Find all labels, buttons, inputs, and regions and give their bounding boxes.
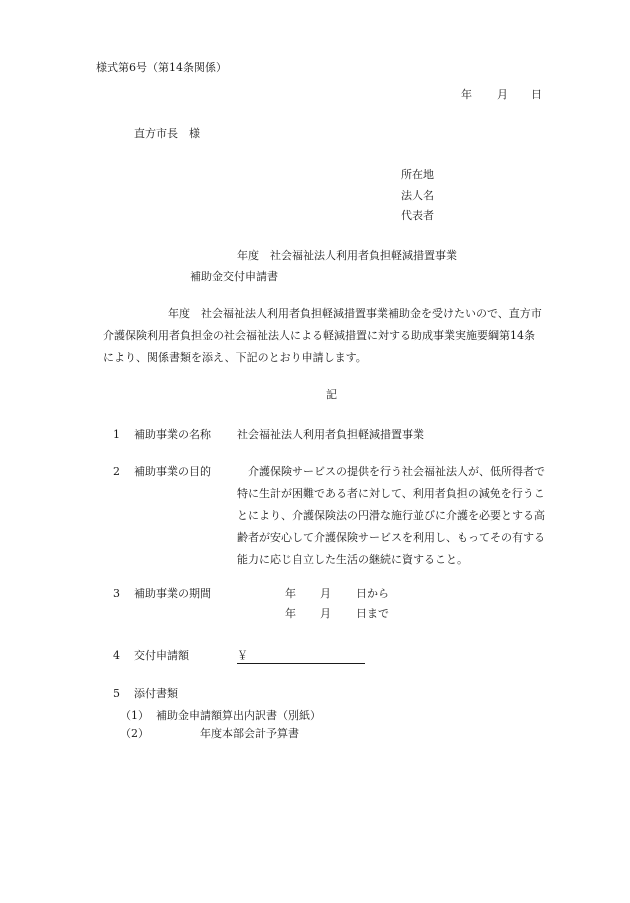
purpose-line: 齢者が安心して介護保険サービスを利用し、もってその有する (237, 531, 545, 544)
item4-number: 4 (113, 649, 120, 662)
purpose-line: 能力に応じ自立した生活の継続に資すること。 (237, 553, 468, 566)
item5-number: 5 (113, 687, 120, 700)
item2-purpose-text (237, 466, 572, 576)
period-start-month: 月 (320, 587, 331, 600)
period-start-year: 年 (285, 587, 296, 600)
item3-label: 補助事業の期間 (134, 587, 211, 600)
period-end-day: 日まで (356, 607, 389, 620)
attachment-number: （1） (120, 709, 149, 722)
period-end-year: 年 (285, 607, 296, 620)
period-end-month: 月 (320, 607, 331, 620)
purpose-line: 介護保険サービスの提供を行う社会福祉法人が、低所得者で (237, 465, 545, 478)
item1-label: 補助事業の名称 (134, 428, 211, 441)
attachment-number: （2） (120, 727, 149, 740)
document-title-line2: 補助金交付申請書 (190, 270, 278, 283)
attachment-text: 年度本部会計予算書 (200, 727, 299, 740)
statement-line: 介護保険利用者負担金の社会福祉法人による軽減措置に対する助成事業実施要綱第14条 (103, 329, 535, 342)
purpose-line: とにより、介護保険法の円滑な施行並びに介護を必要とする高 (237, 509, 545, 522)
applicant-corporation-label: 法人名 (401, 189, 434, 202)
document-title-line1: 年度 社会福祉法人利用者負担軽減措置事業 (237, 249, 457, 262)
item5-label: 添付書類 (134, 687, 178, 700)
item2-number: 2 (113, 465, 120, 478)
date-year: 年 (461, 88, 472, 101)
purpose-line: 特に生計が困難である者に対して、利用者負担の減免を行うこ (237, 487, 545, 500)
application-statement (103, 308, 573, 374)
date-month: 月 (497, 88, 508, 101)
period-start-day: 日から (356, 587, 389, 600)
item1-value: 社会福祉法人利用者負担軽減措置事業 (237, 428, 424, 441)
addressee: 直方市長 様 (134, 127, 200, 140)
date-day: 日 (531, 88, 542, 101)
requested-amount-field[interactable]: ￥ (237, 650, 365, 664)
item1-number: 1 (113, 428, 120, 441)
form-number: 様式第6号（第14条関係） (96, 61, 227, 74)
statement-line: により、関係書類を添え、下記のとおり申請します。 (103, 351, 367, 364)
applicant-address-label: 所在地 (401, 168, 434, 181)
item2-label: 補助事業の目的 (134, 465, 211, 478)
statement-line: 年度 社会福祉法人利用者負担軽減措置事業補助金を受けたいので、直方市 (168, 307, 542, 320)
item3-number: 3 (113, 587, 120, 600)
notes-heading: 記 (326, 388, 337, 401)
attachment-text: 補助金申請額算出内訳書（別紙） (156, 709, 321, 722)
item4-label: 交付申請額 (134, 649, 189, 662)
applicant-representative-label: 代表者 (401, 209, 434, 222)
